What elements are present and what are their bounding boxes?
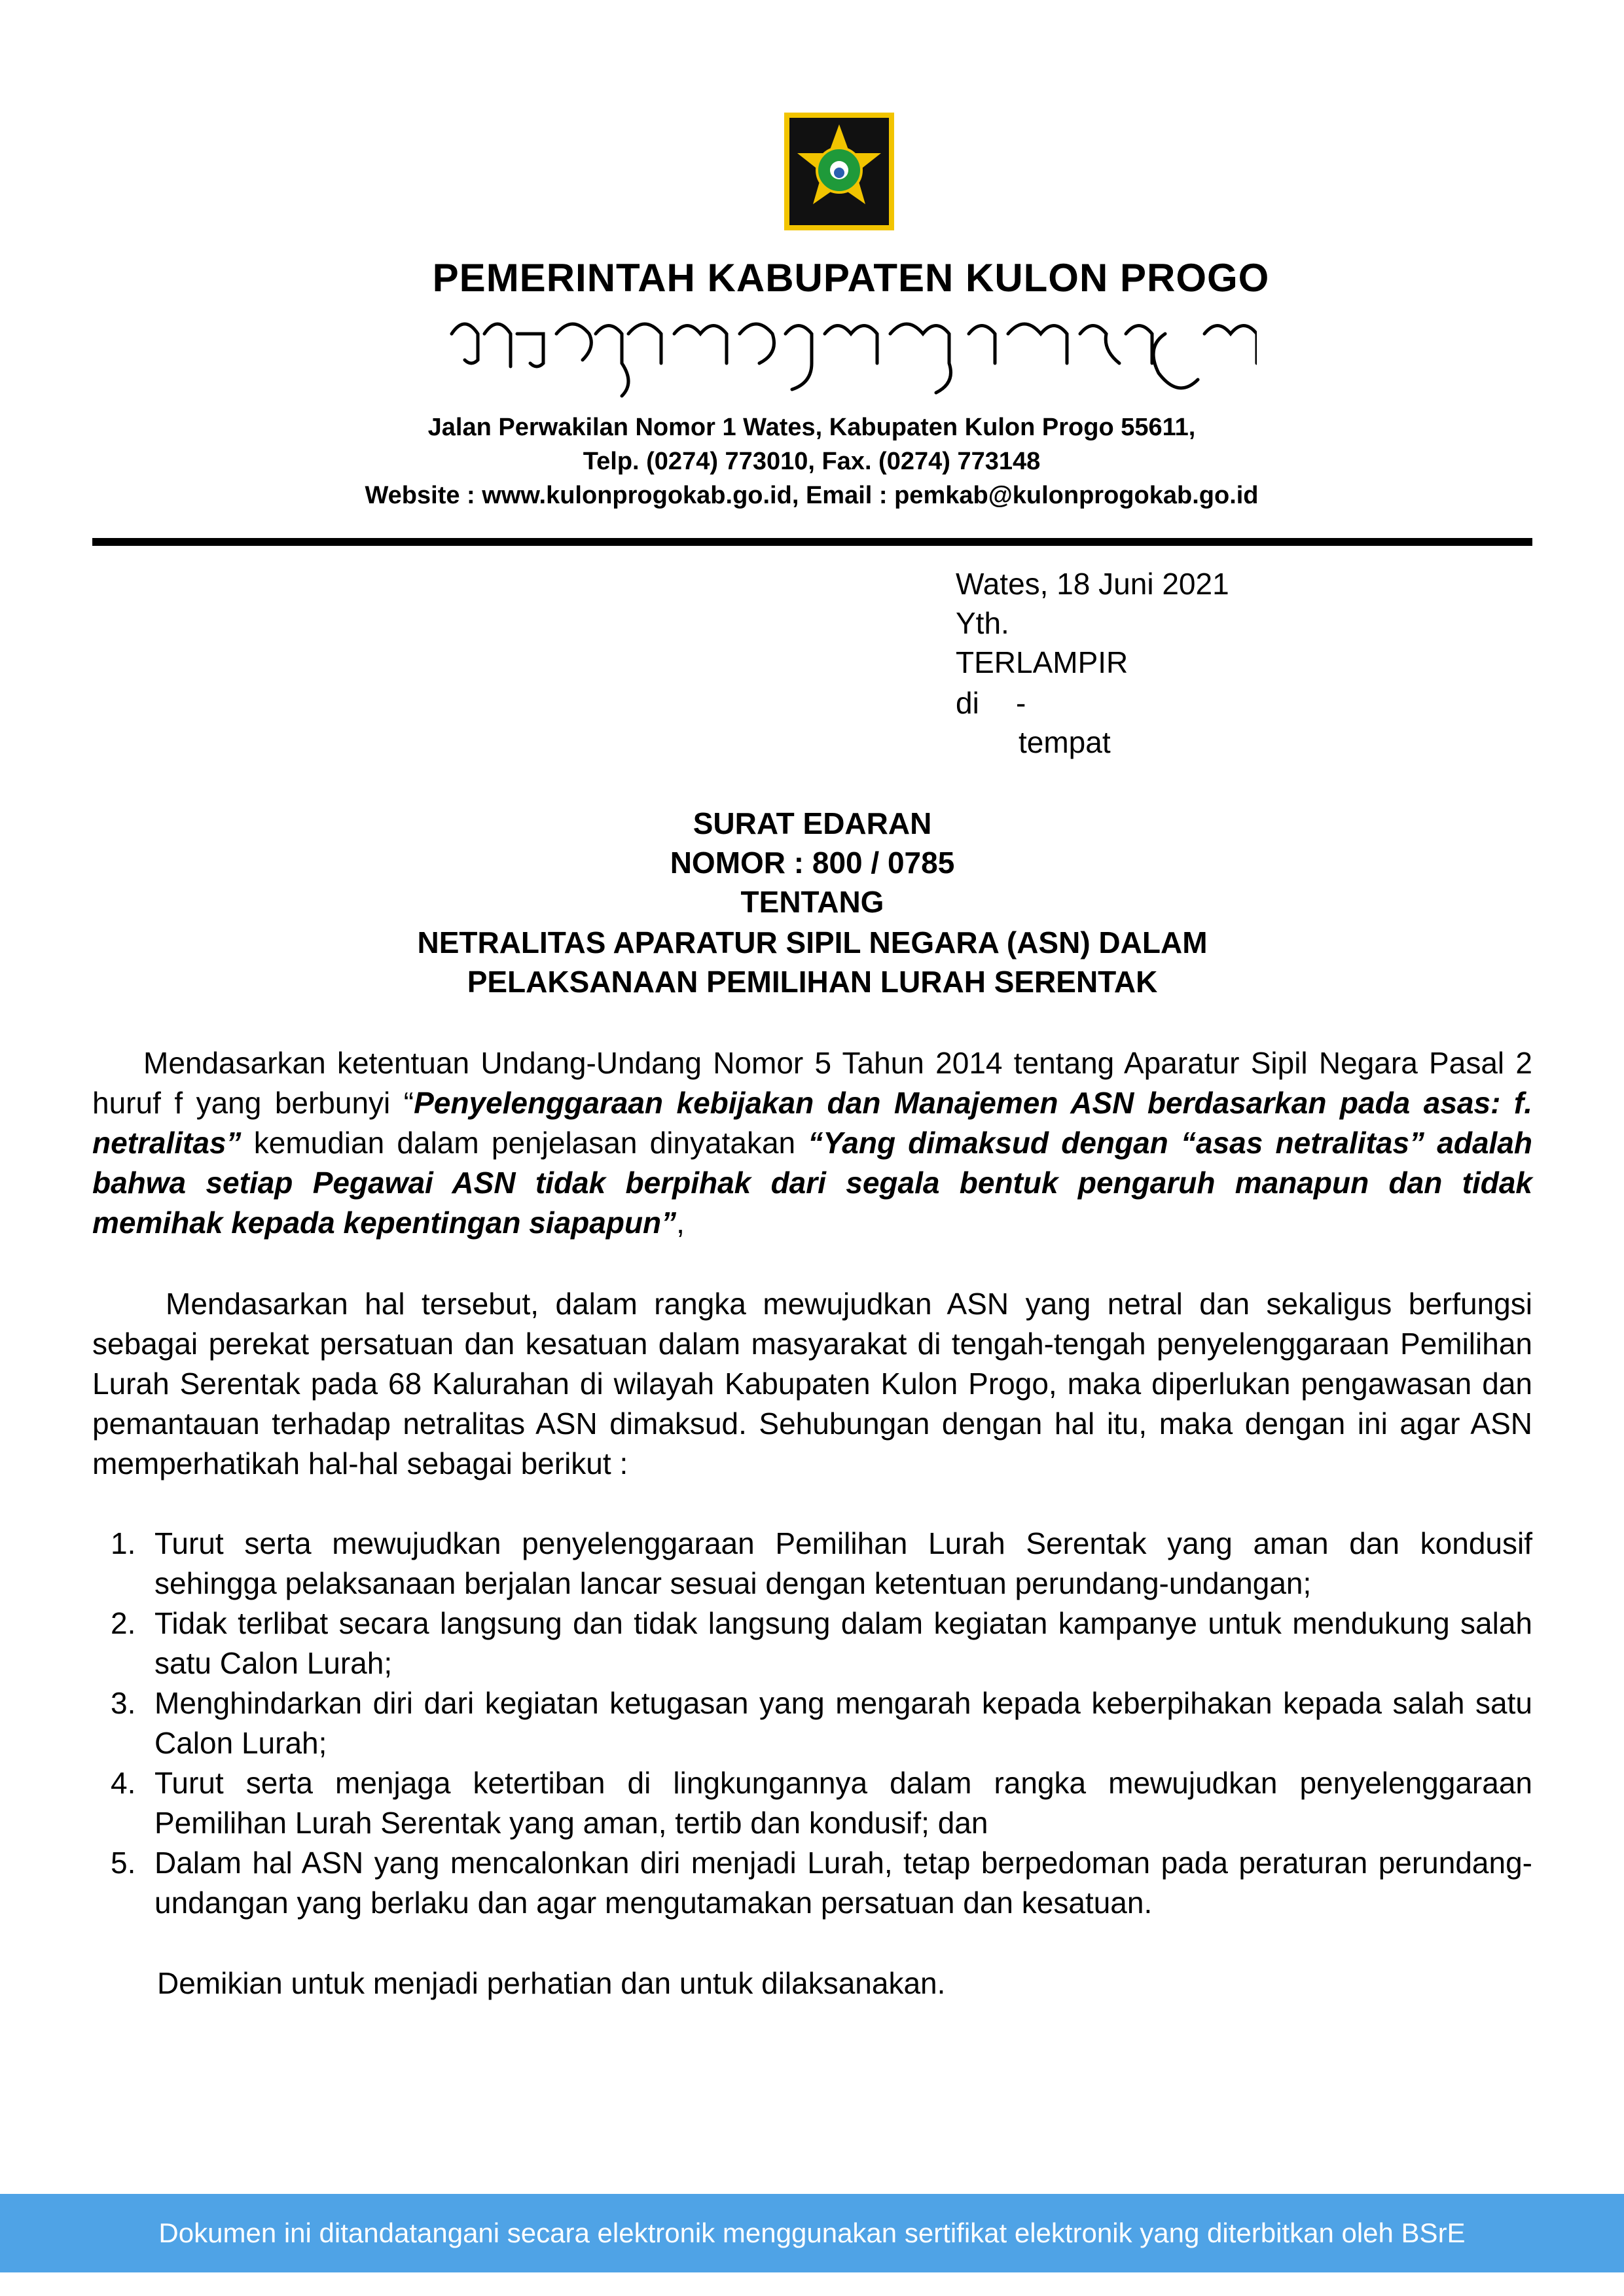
title-line-3: TENTANG	[740, 885, 884, 919]
title-line-1: SURAT EDARAN	[693, 806, 932, 840]
list-item-number: 2.	[111, 1606, 136, 1640]
body-paragraph-2: Mendasarkan hal tersebut, dalam rangka mewujudkan ASN yang netral dan sekaligus berfungsi sebagai perekat persatuan dan kesatuan dalam masyarakat di tengah-tengah penyelenggaraan Pemilihan Lurah Serentak pada 68 Kalurahan di wilayah Kabupaten Kulon Progo, maka diperlukan pengawasan dan pemantauan terhadap netralitas ASN dimaksud. Sehubungan dengan hal itu, maka dengan ini agar ASN memperhatikah hal-hal sebagai berikut :	[92, 1287, 1532, 1480]
list-item	[92, 1843, 1532, 1923]
list-item-number: 1.	[111, 1526, 136, 1560]
p1-text-c: kemudian dalam penjelasan dinyatakan	[241, 1126, 808, 1160]
list-item-text: Tidak terlibat secara langsung dan tidak langsung dalam kegiatan kampanye untuk mendukung salah satu Calon Lurah;	[154, 1606, 1532, 1680]
recipient-di: di	[956, 686, 979, 720]
list-item-number: 5.	[111, 1846, 136, 1880]
list-item	[92, 1604, 1532, 1683]
kulon-progo-emblem-icon	[784, 113, 894, 230]
recipient-dash: -	[1016, 686, 1026, 720]
p1-quote-1: Penyelenggaraan kebijakan dan Manajemen ASN berdasarkan pada asas: f. netralitas”	[92, 1086, 1532, 1160]
recipient-name: TERLAMPIR	[956, 645, 1128, 679]
javanese-script-agency-name-icon	[445, 308, 1257, 412]
closing-sentence: Demikian untuk menjadi perhatian dan untuk dilaksanakan.	[157, 1966, 946, 2000]
list-item	[92, 1763, 1532, 1843]
p1-text-a: Mendasarkan ketentuan Undang-Undang Nomor 5 Tahun 2014 tentang Aparatur Sipil Negara Pasal 2 huruf f yang berbunyi “	[92, 1046, 1532, 1120]
list-item-number: 3.	[111, 1686, 136, 1720]
agency-name: PEMERINTAH KABUPATEN KULON PROGO	[432, 256, 1270, 300]
salutation: Yth.	[956, 606, 1009, 640]
address-line-3: Website : www.kulonprogokab.go.id, Email : pemkab@kulonprogokab.go.id	[365, 482, 1259, 509]
list-item-text: Turut serta mewujudkan penyelenggaraan Pemilihan Lurah Serentak yang aman dan kondusif sehingga pelaksanaan berjalan lancar sesuai dengan ketentuan perundang-undangan;	[154, 1526, 1532, 1600]
title-line-4: NETRALITAS APARATUR SIPIL NEGARA (ASN) DALAM	[417, 925, 1208, 960]
list-item	[92, 1683, 1532, 1763]
recipient-place: tempat	[1019, 725, 1111, 759]
title-line-5: PELAKSANAAN PEMILIHAN LURAH SERENTAK	[467, 965, 1158, 999]
letter-number: NOMOR : 800 / 0785	[670, 846, 955, 880]
address-line-2: Telp. (0274) 773010, Fax. (0274) 773148	[583, 448, 1041, 475]
letter-date: Wates, 18 Juni 2021	[956, 567, 1229, 601]
e-signature-banner	[0, 2194, 1624, 2272]
address-line-1: Jalan Perwakilan Nomor 1 Wates, Kabupaten Kulon Progo 55611,	[427, 414, 1196, 441]
list-item-text: Dalam hal ASN yang mencalonkan diri menjadi Lurah, tetap berpedoman pada peraturan perundang-undangan yang berlaku dan agar mengutamakan persatuan dan kesatuan.	[154, 1846, 1532, 1920]
e-signature-notice: Dokumen ini ditandatangani secara elektronik menggunakan sertifikat elektronik yang diterbitkan oleh BSrE	[158, 2217, 1466, 2248]
list-item-number: 4.	[111, 1766, 136, 1800]
body-paragraph-1	[92, 1043, 1532, 1243]
p1-quote-2: “Yang dimaksud dengan “asas netralitas” adalah bahwa setiap Pegawai ASN tidak berpihak dari segala bentuk pengaruh manapun dan tidak memihak kepada kepentingan siapapun”	[92, 1126, 1532, 1240]
points-list	[92, 1524, 1532, 1923]
list-item-text: Turut serta menjaga ketertiban di lingkungannya dalam rangka mewujudkan penyelenggaraan Pemilihan Lurah Serentak yang aman, tertib dan kondusif; dan	[154, 1766, 1532, 1840]
letterhead-divider	[92, 538, 1532, 546]
list-item-text: Menghindarkan diri dari kegiatan ketugasan yang mengarah kepada keberpihakan kepada salah satu Calon Lurah;	[154, 1686, 1532, 1760]
p1-text-e: ,	[676, 1206, 685, 1240]
list-item	[92, 1524, 1532, 1604]
